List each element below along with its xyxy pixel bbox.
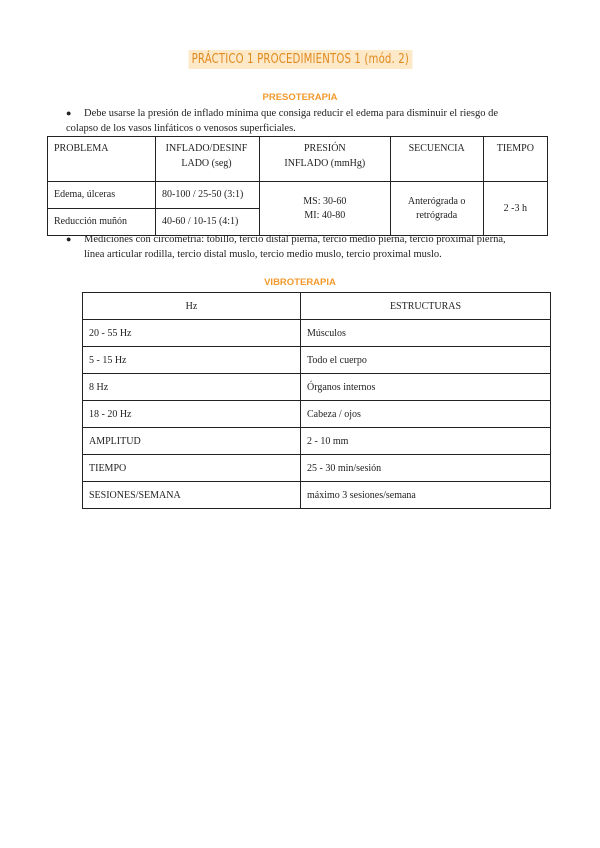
cell-hz: TIEMPO — [83, 455, 301, 482]
cell-hz: 5 - 15 Hz — [83, 347, 301, 374]
cell-hz: SESIONES/SEMANA — [83, 482, 301, 509]
cell-hz: 20 - 55 Hz — [83, 320, 301, 347]
cell-problema: Edema, úlceras — [48, 182, 156, 209]
header-tiempo: TIEMPO — [483, 137, 547, 182]
cell-inflado: 40-60 / 10-15 (4:1) — [156, 209, 260, 236]
header-presion: PRESIÓN INFLADO (mmHg) — [260, 137, 391, 182]
cell-estructura: Órganos internos — [301, 374, 551, 401]
table-row — [83, 347, 551, 374]
cell-estructura: Músculos — [301, 320, 551, 347]
cell-hz: AMPLITUD — [83, 428, 301, 455]
bullet-line-2: línea articular rodilla, tercio distal muslo, tercio medio muslo, tercio proximal muslo. — [84, 249, 442, 260]
table-row — [83, 482, 551, 509]
vibroterapia-table — [82, 292, 551, 509]
table-header-row — [83, 293, 551, 320]
cell-estructura: 2 - 10 mm — [301, 428, 551, 455]
header-hz: Hz — [83, 293, 301, 320]
table-row — [83, 455, 551, 482]
header-inflado: INFLADO/DESINF LADO (seg) — [156, 137, 260, 182]
bullet-dot-icon: ● — [66, 234, 72, 244]
cell-hz: 18 - 20 Hz — [83, 401, 301, 428]
table-row — [83, 320, 551, 347]
cell-secuencia: Anterógrada o retrógrada — [390, 182, 483, 236]
bullet-line-1: Debe usarse la presión de inflado mínima que consiga reducir el edema para disminuir el riesgo de — [84, 108, 499, 119]
cell-estructura: 25 - 30 min/sesión — [301, 455, 551, 482]
title-wrap — [0, 50, 600, 69]
cell-estructura: máximo 3 sesiones/semana — [301, 482, 551, 509]
bullet-line-1: Mediciones con circometría: tobillo, tercio distal pierna, tercio medio pierna, tercio proximal pierna, — [84, 234, 506, 245]
table-row — [83, 428, 551, 455]
cell-hz: 8 Hz — [83, 374, 301, 401]
header-problema: PROBLEMA — [48, 137, 156, 182]
presoterapia-table — [47, 136, 548, 236]
bullet-dot-icon: ● — [66, 108, 72, 118]
cell-presion: MS: 30-60 MI: 40-80 — [260, 182, 391, 236]
cell-estructura: Todo el cuerpo — [301, 347, 551, 374]
header-estructuras: ESTRUCTURAS — [301, 293, 551, 320]
bullet-line-2: colapso de los vasos linfáticos o venosos superficiales. — [66, 123, 296, 134]
table-row — [48, 182, 548, 209]
table-row — [83, 401, 551, 428]
header-secuencia: SECUENCIA — [390, 137, 483, 182]
presoterapia-heading: PRESOTERAPIA — [262, 92, 338, 103]
circometria-bullet-note — [66, 232, 536, 262]
cell-estructura: Cabeza / ojos — [301, 401, 551, 428]
table-header-row — [48, 137, 548, 182]
cell-tiempo: 2 -3 h — [483, 182, 547, 236]
page-title: PRÁCTICO 1 PROCEDIMIENTOS 1 (mód. 2) — [188, 50, 412, 69]
presoterapia-bullet-note — [66, 106, 536, 136]
cell-problema: Reducción muñón — [48, 209, 156, 236]
table-row — [83, 374, 551, 401]
vibroterapia-heading: VIBROTERAPIA — [264, 277, 336, 288]
cell-inflado: 80-100 / 25-50 (3:1) — [156, 182, 260, 209]
